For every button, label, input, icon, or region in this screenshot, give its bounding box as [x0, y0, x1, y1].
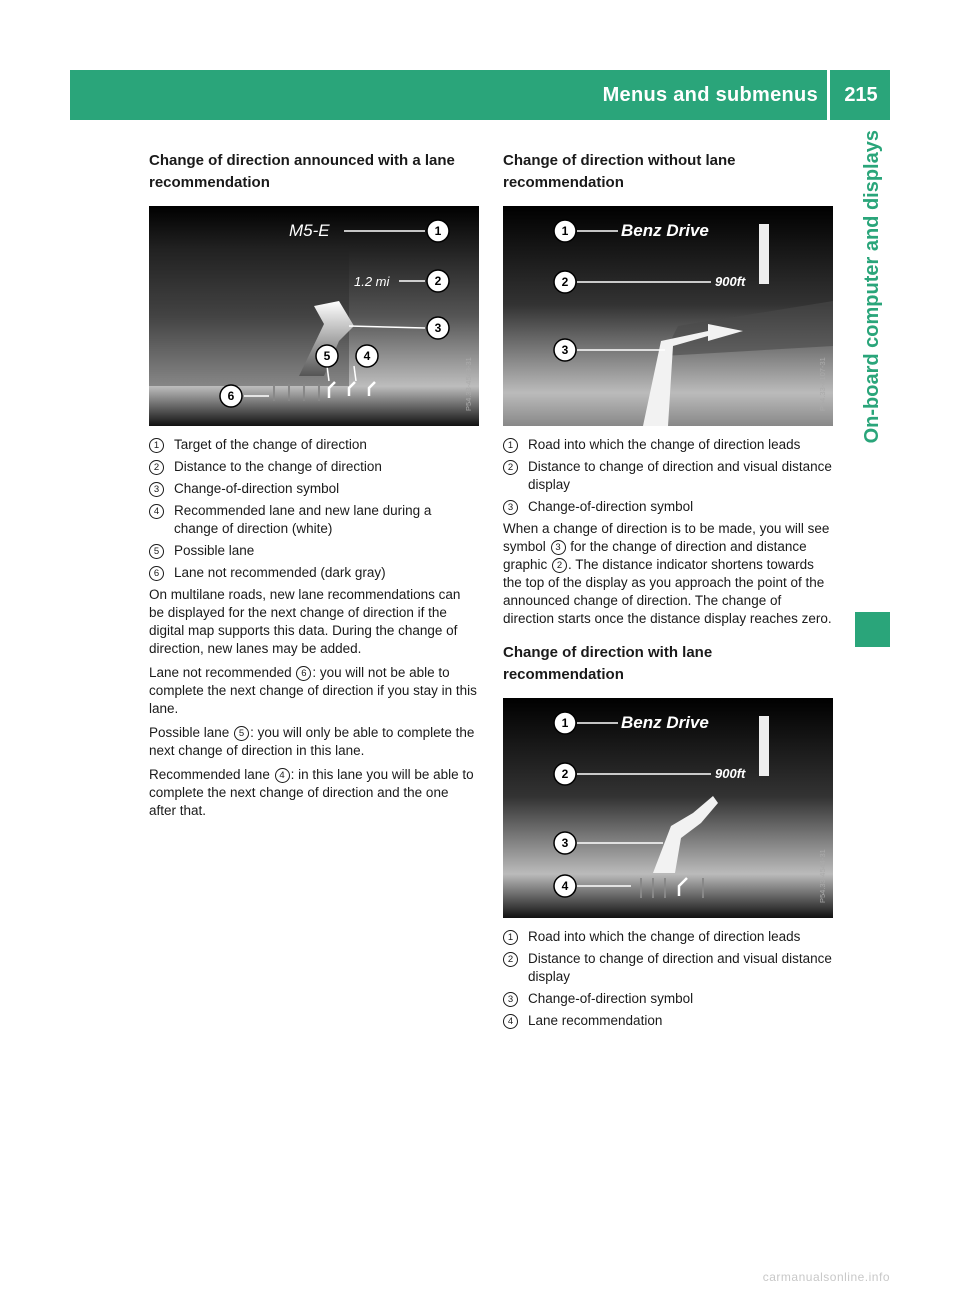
callout-num-1: 1 — [561, 224, 569, 238]
item-number: 3 — [503, 500, 518, 515]
text-fragment: : in this lane you will be able to complete the next change of direction and the one after that. — [149, 767, 474, 818]
callout-num-2: 2 — [434, 274, 442, 288]
text-fragment: . The distance indicator shortens towards the top of the display as you approach the point of the announced change of direction. The change of direction starts once the distance display reaches zero. — [503, 557, 832, 626]
text-fragment: : you will only be able to complete the next change of direction in this lane. — [149, 725, 475, 758]
list-item — [149, 458, 479, 476]
chapter-tab-marker — [855, 612, 890, 647]
paragraph-recommended-lane — [149, 766, 479, 820]
item-text: Lane not recommended (dark gray) — [174, 565, 386, 580]
list-item — [149, 480, 479, 498]
item-text: Distance to change of direction and visual distance display — [528, 459, 832, 492]
section-heading-with-lane-recommendation: Change of direction with lane recommendation — [503, 644, 713, 683]
paragraph-possible-lane — [149, 724, 479, 760]
road-target-label: Benz Drive — [621, 221, 709, 240]
left-column — [149, 150, 479, 826]
list-item — [503, 928, 833, 946]
item-text: Change-of-direction symbol — [174, 481, 340, 496]
text-fragment: for the change of direction and distance graphic — [503, 539, 807, 572]
list-item — [149, 436, 479, 454]
item-number: 4 — [149, 504, 164, 519]
distance-bar — [759, 716, 769, 776]
list-item — [503, 990, 833, 1008]
distance-label: 900ft — [715, 766, 746, 781]
page-header — [70, 70, 890, 120]
figure-code: P54.33-4543-31 — [464, 357, 473, 411]
list-item — [503, 950, 833, 986]
inline-number: 6 — [296, 666, 311, 681]
legend-without-lane-recommendation — [503, 436, 833, 516]
item-text: Road into which the change of direction leads — [528, 437, 801, 452]
list-item — [149, 502, 479, 538]
callout-num-2: 2 — [561, 767, 569, 781]
paragraph-change-of-direction — [503, 520, 833, 628]
item-text: Recommended lane and new lane during a change of direction (white) — [174, 503, 432, 536]
legend-with-lane-recommendation — [503, 928, 833, 1030]
item-text: Possible lane — [174, 543, 255, 558]
item-number: 3 — [149, 482, 164, 497]
distance-bar — [759, 224, 769, 284]
callout-num-4: 4 — [561, 879, 569, 893]
distance-label: 1.2 mi — [354, 274, 390, 289]
item-text: Road into which the change of direction leads — [528, 929, 801, 944]
item-number: 1 — [503, 930, 518, 945]
watermark: carmanualsonline.info — [762, 1270, 890, 1284]
list-item — [503, 498, 833, 516]
road-target-label: M5-E — [289, 221, 330, 240]
item-number: 1 — [149, 438, 164, 453]
item-number: 2 — [503, 460, 518, 475]
figure-code: P54.33-4107-31 — [818, 357, 827, 411]
item-number: 6 — [149, 566, 164, 581]
distance-label: 900ft — [715, 274, 746, 289]
item-text: Change-of-direction symbol — [528, 499, 694, 514]
item-text: Distance to change of direction and visual distance display — [528, 951, 832, 984]
callout-num-3: 3 — [561, 836, 569, 850]
figure-with-lane-graphic — [503, 698, 833, 918]
right-column — [503, 150, 833, 1034]
inline-number: 4 — [275, 768, 290, 783]
figure-without-lane-graphic — [503, 206, 833, 426]
list-item — [503, 458, 833, 494]
item-text: Change-of-direction symbol — [528, 991, 694, 1006]
list-item — [503, 436, 833, 454]
callout-num-6: 6 — [227, 389, 235, 403]
callout-num-4: 4 — [363, 349, 371, 363]
figure-lane-recommendation-graphic — [149, 206, 479, 426]
list-item — [503, 1012, 833, 1030]
inline-number: 3 — [551, 540, 566, 555]
page-number: 215 — [844, 84, 878, 106]
inline-number: 5 — [234, 726, 249, 741]
item-number: 2 — [503, 952, 518, 967]
callout-num-2: 2 — [561, 275, 569, 289]
callout-num-1: 1 — [561, 716, 569, 730]
section-title: Menus and submenus — [602, 84, 818, 106]
text-fragment: When a change of direction is to be made, you will see symbol — [503, 521, 830, 554]
item-text: Target of the change of direction — [174, 437, 367, 452]
figure-with-lane-recommendation — [503, 698, 833, 918]
paragraph-lane-not-recommended — [149, 664, 479, 718]
inline-number: 2 — [552, 558, 567, 573]
callout-num-1: 1 — [434, 224, 442, 238]
callout-num-3: 3 — [434, 321, 442, 335]
item-number: 3 — [503, 992, 518, 1007]
paragraph-multilane: On multilane roads, new lane recommendations can be displayed for the next change of direction if the digital map supports this data. During the change of direction, new lanes may be added. — [149, 587, 461, 656]
callout-num-3: 3 — [561, 343, 569, 357]
figure-without-lane-recommendation — [503, 206, 833, 426]
section-heading-lane-recommendation: Change of direction announced with a lane recommendation — [149, 152, 455, 191]
item-number: 4 — [503, 1014, 518, 1029]
list-item — [149, 542, 479, 560]
text-fragment: Possible lane — [149, 725, 234, 740]
road-target-label: Benz Drive — [621, 713, 709, 732]
figure-lane-recommendation — [149, 206, 479, 426]
text-fragment: Recommended lane — [149, 767, 274, 782]
list-item — [149, 564, 479, 582]
callout-num-5: 5 — [323, 349, 331, 363]
text-fragment: : you will not be able to complete the next change of direction if you stay in this lane. — [149, 665, 477, 716]
item-number: 2 — [149, 460, 164, 475]
item-number: 5 — [149, 544, 164, 559]
item-text: Distance to the change of direction — [174, 459, 382, 474]
legend-lane-recommendation — [149, 436, 479, 582]
chapter-tab — [855, 130, 890, 600]
section-heading-without-lane-recommendation: Change of direction without lane recommendation — [503, 152, 736, 191]
text-fragment: Lane not recommended — [149, 665, 296, 680]
item-text: Lane recommendation — [528, 1013, 663, 1028]
header-divider — [827, 70, 830, 120]
item-number: 1 — [503, 438, 518, 453]
figure-code: P54.33-4544-31 — [818, 849, 827, 903]
chapter-tab-label: On-board computer and displays — [861, 130, 883, 444]
